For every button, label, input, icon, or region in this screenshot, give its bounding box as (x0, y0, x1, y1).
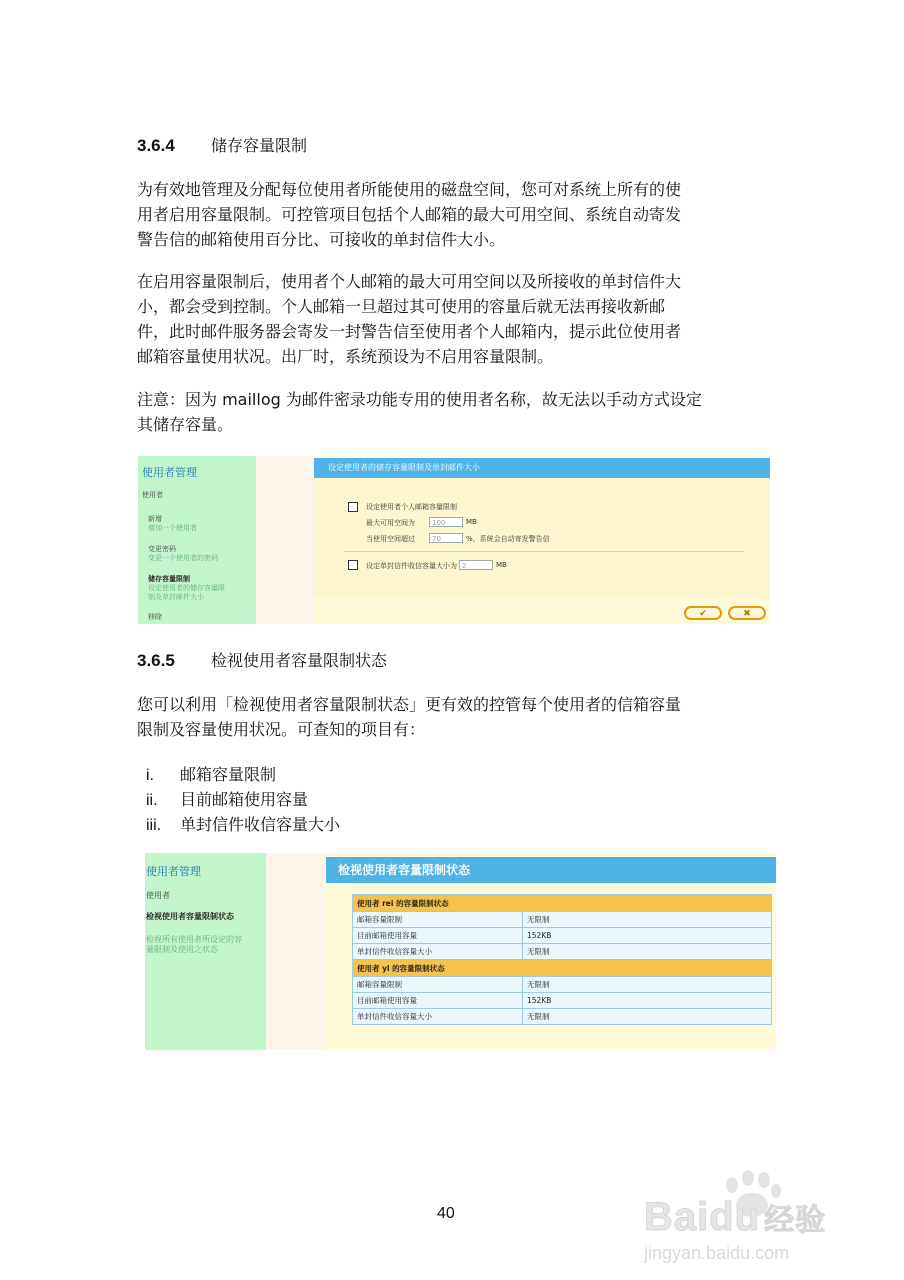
paragraph-intro (137, 177, 769, 252)
list-item (146, 788, 340, 813)
text-line: 其储存容量。 (137, 415, 234, 434)
sidebar-item-add[interactable]: 新增 (148, 515, 162, 523)
table-row (353, 912, 772, 928)
row-label: 单封信件收信容量大小 (353, 944, 523, 960)
list-item (146, 813, 340, 838)
row-label: 目前邮箱使用容量 (353, 993, 523, 1009)
sidebar-item-desc: 增加一个使用者 (148, 524, 197, 532)
table-header-row (353, 895, 772, 912)
settings-panel (314, 478, 770, 598)
table-row (353, 977, 772, 993)
warn-suffix: %，系统会自动寄发警告信 (466, 535, 550, 543)
divider-gap (266, 853, 326, 1050)
list-marker: i. (146, 767, 154, 784)
row-value: 152KB (523, 993, 772, 1009)
row-value: 无限制 (523, 912, 772, 928)
list-marker: ii. (146, 792, 158, 809)
section-title: 储存容量限制 (211, 136, 308, 155)
text-line: 您可以利用「检视使用者容量限制状态」更有效的控管每个使用者的信箱容量 (137, 695, 682, 714)
single-size-input[interactable]: 2 (459, 560, 493, 570)
text-line: 件，此时邮件服务器会寄发一封警告信至使用者个人邮箱内，提示此位使用者 (137, 322, 682, 341)
paragraph-view-status (137, 692, 769, 742)
row-label: 目前邮箱使用容量 (353, 928, 523, 944)
sidebar-item-desc: 设定使用者的储存容量限 (148, 584, 225, 592)
cancel-button[interactable]: ✖ (728, 606, 766, 620)
text-line: 注意：因为 maillog 为邮件密录功能专用的使用者名称，故无法以手动方式设定 (137, 390, 702, 409)
quota-status-screenshot (145, 853, 776, 1050)
page-number: 40 (437, 1205, 455, 1222)
warn-percent-input[interactable]: 70 (429, 533, 463, 543)
list-item (146, 763, 340, 788)
max-space-label: 最大可用空间为 (366, 519, 415, 527)
quota-status-table (352, 894, 772, 1025)
list-text: 邮箱容量限制 (180, 765, 277, 784)
section-heading-365 (137, 648, 387, 671)
section-title: 检视使用者容量限制状态 (211, 651, 388, 670)
row-label: 邮箱容量限制 (353, 912, 523, 928)
text-line: 在启用容量限制后，使用者个人邮箱的最大可用空间以及所接收的单封信件大 (137, 272, 682, 291)
row-value: 152KB (523, 928, 772, 944)
sidebar-section: 使用者 (146, 891, 170, 900)
text-line: 为有效地管理及分配每位使用者所能使用的磁盘空间，您可对系统上所有的使 (137, 180, 682, 199)
single-size-unit: MB (496, 561, 507, 569)
sidebar-item-desc: 制及单封邮件大小 (148, 593, 204, 601)
table-header-row (353, 960, 772, 977)
note-paragraph (137, 387, 769, 437)
sidebar-section: 使用者 (142, 491, 163, 499)
sidebar-item-desc: 检视所有使用者所设定的容 (146, 935, 242, 944)
section-number: 3.6.5 (137, 651, 175, 670)
text-line: 小，都会受到控制。个人邮箱一旦超过其可使用的容量后就无法再接收新邮 (137, 297, 666, 316)
text-line: 邮箱容量使用状况。出厂时，系统预设为不启用容量限制。 (137, 347, 554, 366)
sidebar-item-desc: 量限制及使用之状态 (146, 945, 218, 954)
panel-title-bar: 设定使用者的储存容量限制及单封邮件大小 (314, 458, 770, 478)
table-row (353, 993, 772, 1009)
section-number: 3.6.4 (137, 136, 175, 155)
sidebar-item-password[interactable]: 变更密码 (148, 545, 176, 553)
sidebar-item-desc: 变更一个使用者的密码 (148, 554, 218, 562)
row-value: 无限制 (523, 977, 772, 993)
text-line: 用者启用容量限制。可控管项目包括个人邮箱的最大可用空间、系统自动寄发 (137, 205, 682, 224)
single-size-label: 设定单封信件收信容量大小为 (366, 562, 457, 570)
sidebar-title: 使用者管理 (142, 466, 197, 479)
items-list (146, 763, 340, 838)
sidebar-item-remove[interactable]: 移除 (148, 613, 162, 621)
user-header: 使用者 yl 的容量限制状态 (353, 960, 772, 977)
quota-checkbox[interactable] (348, 502, 358, 512)
sidebar (138, 456, 256, 624)
list-text: 单封信件收信容量大小 (180, 815, 341, 834)
table-row (353, 1009, 772, 1025)
list-marker: iii. (146, 817, 162, 834)
sidebar-item-quota[interactable]: 储存容量限制 (148, 575, 190, 583)
table-row (353, 944, 772, 960)
row-label: 邮箱容量限制 (353, 977, 523, 993)
quota-settings-screenshot (138, 456, 770, 624)
row-value: 无限制 (523, 944, 772, 960)
section-heading-364 (137, 133, 307, 156)
divider (344, 551, 744, 552)
baidu-watermark (640, 1165, 860, 1275)
watermark-url: jingyan.baidu.com (644, 1243, 790, 1263)
table-row (353, 928, 772, 944)
text-line: 警告信的邮箱使用百分比、可接收的单封信件大小。 (137, 230, 506, 249)
row-value: 无限制 (523, 1009, 772, 1025)
sidebar (145, 853, 266, 1050)
list-text: 目前邮箱使用容量 (180, 790, 309, 809)
ok-button[interactable]: ✔ (684, 606, 722, 620)
paragraph-details (137, 269, 769, 369)
max-space-input[interactable]: 100 (429, 517, 463, 527)
quota-checkbox-label: 设定使用者个人邮箱容量限制 (366, 503, 457, 511)
max-space-unit: MB (466, 518, 477, 526)
row-label: 单封信件收信容量大小 (353, 1009, 523, 1025)
text-line: 限制及容量使用状况。可查知的项目有： (137, 720, 426, 739)
user-header: 使用者 rei 的容量限制状态 (353, 895, 772, 912)
warn-label: 当使用空间超过 (366, 535, 415, 543)
single-size-checkbox[interactable] (348, 560, 358, 570)
panel-title-bar: 检视使用者容量限制状态 (326, 857, 776, 883)
sidebar-title: 使用者管理 (146, 865, 201, 878)
watermark-brand: Baidu 经验 (644, 1195, 827, 1239)
divider-gap (256, 456, 314, 624)
sidebar-item-view-status[interactable]: 检视使用者容量限制状态 (146, 912, 234, 921)
